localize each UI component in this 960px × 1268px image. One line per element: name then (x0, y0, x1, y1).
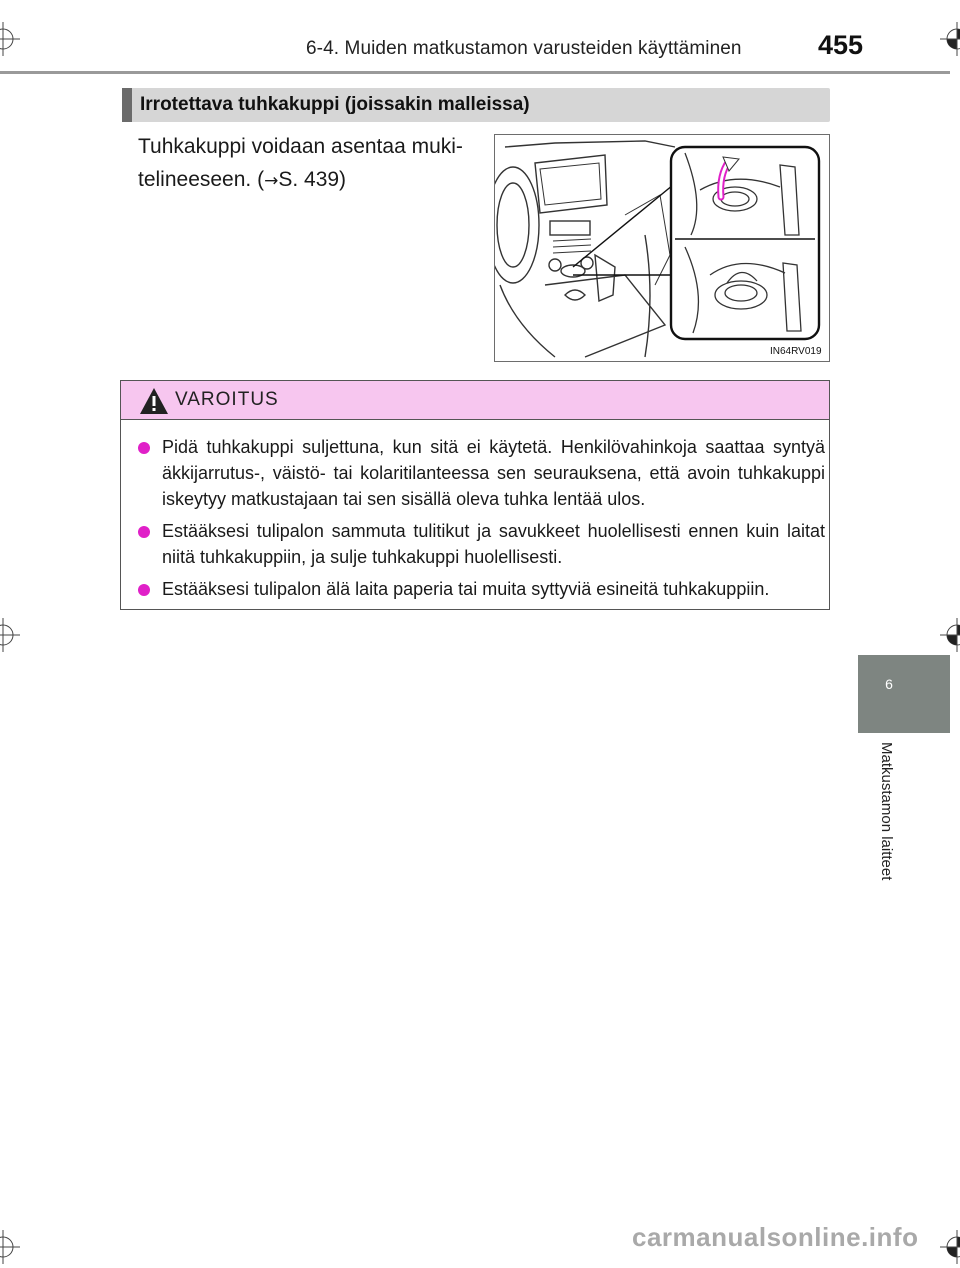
warning-triangle-icon (138, 386, 170, 416)
registration-mark-bottom-left (0, 1230, 20, 1264)
registration-mark-top-right (940, 22, 960, 56)
arrow-right-icon: → (264, 171, 279, 191)
page-number: 455 (818, 30, 864, 60)
registration-mark-mid-left (0, 618, 20, 652)
ashtray-illustration (494, 134, 830, 362)
watermark: carmanualsonline.info (632, 1222, 919, 1252)
warning-item-text: Estääksesi tulipalon älä laita paperia tai muita syttyviä esineitä tuhkakuppiin. (162, 579, 770, 599)
warning-item (138, 576, 825, 602)
section-title-accent (122, 88, 132, 122)
warning-label: VAROITUS (175, 389, 279, 410)
page-reference-link[interactable]: S. 439) (278, 168, 347, 191)
section-title: Irrotettava tuhkakuppi (joissakin malleissa) (140, 94, 530, 115)
header-rule (0, 71, 950, 74)
running-header: 6-4. Muiden matkustamon varusteiden käyttäminen (306, 38, 742, 59)
warning-list (138, 434, 825, 608)
car-interior-drawing (495, 135, 829, 361)
bullet-icon (138, 526, 150, 538)
warning-item (138, 434, 825, 512)
bullet-icon (138, 584, 150, 596)
chapter-tab[interactable] (858, 655, 950, 733)
body-line-1: Tuhkakuppi voidaan asentaa muki- (138, 135, 463, 158)
warning-item-text: Estääksesi tulipalon sammuta tulitikut ja savukkeet huolellisesti ennen kuin laitat niitä tuhkakuppiin, ja sulje tuhkakuppi huolellisesti. (162, 521, 825, 567)
figure-code: IN64RV019 (770, 346, 822, 357)
registration-mark-bottom-right (940, 1230, 960, 1264)
warning-item-text: Pidä tuhkakuppi suljettuna, kun sitä ei käytetä. Henkilövahinkoja saattaa syntyä äkkijarrutus-, väistö- tai kolaritilanteessa sen seurauksena, että avoin tuhkakuppi iskeytyy matkustajaan tai sen sisällä oleva tuhka lentää ulos. (162, 437, 825, 509)
chapter-number: 6 (885, 676, 893, 692)
chapter-label: Matkustamon laitteet (878, 742, 895, 881)
body-line-2-start: telineeseen. ( (138, 168, 265, 191)
warning-item (138, 518, 825, 570)
section-body (138, 130, 488, 198)
registration-mark-top-left (0, 22, 20, 56)
registration-mark-mid-right (940, 618, 960, 652)
bullet-icon (138, 442, 150, 454)
